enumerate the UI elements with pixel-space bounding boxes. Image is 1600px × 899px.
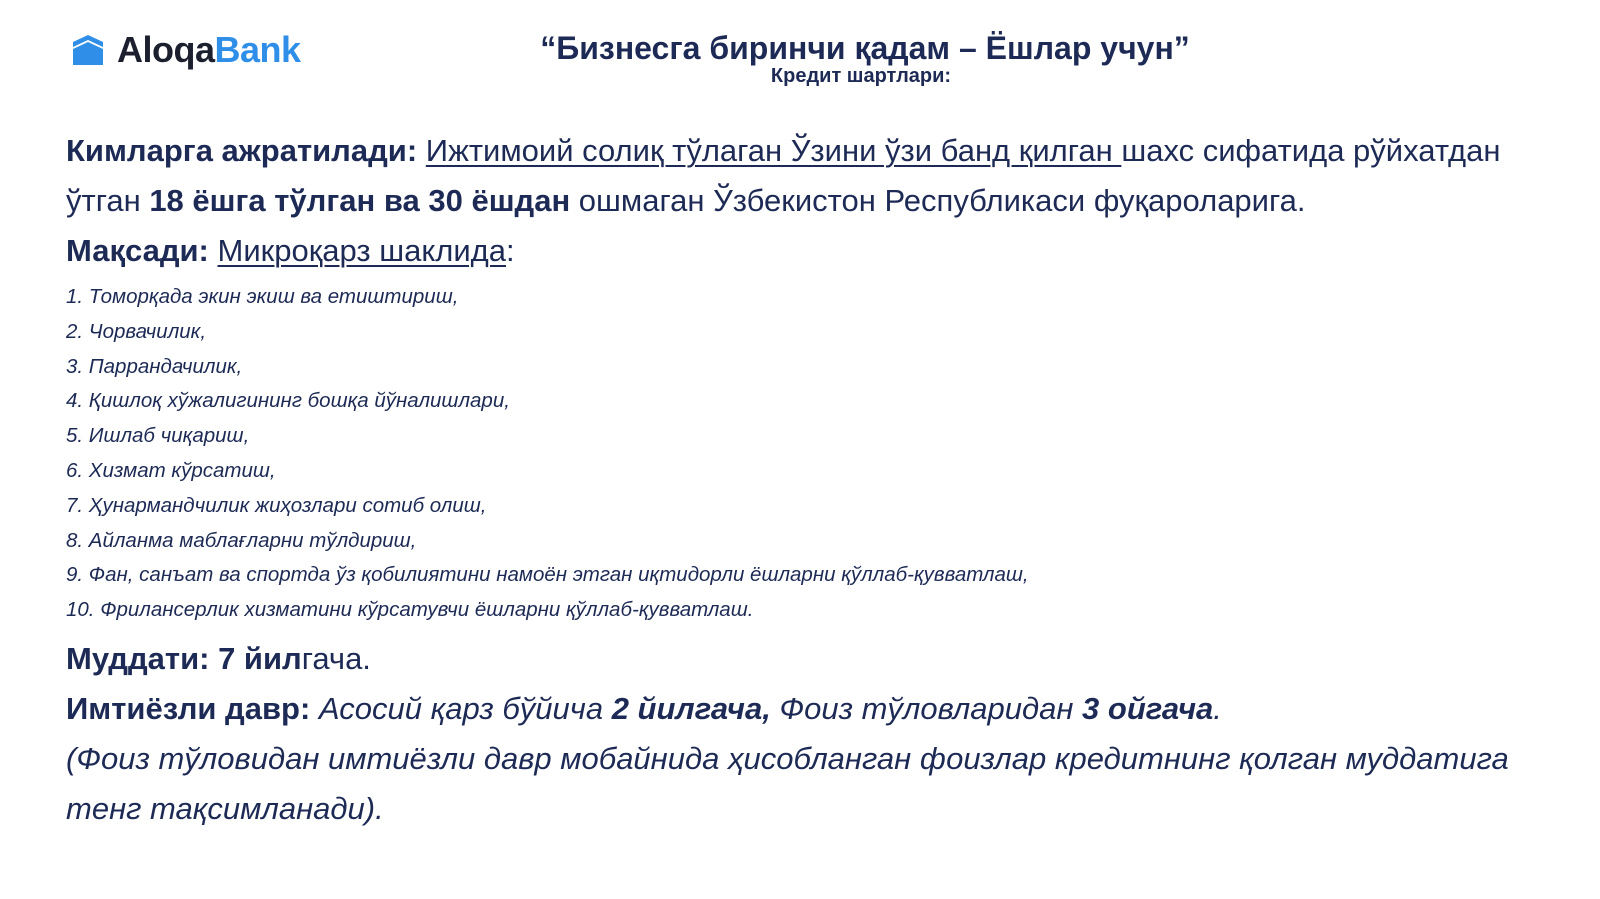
purpose-colon: : [505,233,515,268]
grace-note: (Фоиз тўловидан имтиёзли давр мобайнида ҳисобланган фоизлар кредитнинг қолган муддатига тенг тақсимланади). [66,740,1509,826]
grace-interest-value: 3 ойгача [1082,690,1214,726]
eligibility-text-2: ошмаган Ўзбекистон Республикаси фуқароларига. [570,183,1306,218]
purpose-item: 9. Фан, санъат ва спортда ўз қобилиятини намоён этган иқтидорли ёшларни қўллаб-қувватлаш, [66,563,1029,587]
purpose-item: 8. Айланма маблағларни тўлдириш, [66,528,417,552]
purpose-underlined: Микроқарз шаклида [217,233,506,268]
grace-text-1: Асосий қарз бўйича [310,690,612,726]
page-subtitle: Кредит шартлари: [770,65,952,87]
logo-text-bank: Bank [214,29,301,70]
credit-terms-content [66,126,1546,834]
purpose-item: 2. Чорвачилик, [66,319,207,343]
grace-principal-value: 2 йилгача, [611,690,771,726]
purpose-label: Мақсади: [66,233,209,268]
purpose-item: 5. Ишлаб чиқариш, [66,424,250,448]
term-value: 7 йил [209,640,302,676]
purpose-item: 7. Ҳунармандчилик жиҳозлари сотиб олиш, [66,493,487,517]
eligibility-paragraph [66,126,1546,226]
purpose-list [66,280,1546,628]
purpose-item: 6. Хизмат кўрсатиш, [66,458,276,482]
grace-period-line [66,684,1546,734]
grace-label: Имтиёзли давр: [66,690,311,726]
term-line [66,634,1546,684]
grace-text-2: Фоиз тўловларидан [770,690,1083,726]
logo-text-aloqa: Aloqa [117,29,215,70]
purpose-item: 10. Фрилансерлик хизматини кўрсатувчи ёшларни қўллаб-қувватлаш. [66,598,754,622]
term-rest: гача. [301,640,371,676]
purpose-item: 4. Қишлоқ хўжалигининг бошқа йўналишлари, [66,389,510,413]
eligibility-underlined: Ижтимоий солиқ тўлаган Ўзини ўзи банд қилган [425,133,1122,168]
eligibility-age: 18 ёшга тўлган ва 30 ёшдан [149,183,571,218]
eligibility-label: Кимларга ажратилади: [66,133,418,168]
purpose-item: 3. Паррандачилик, [66,354,243,378]
purpose-item: 1. Томорқада экин экиш ва етиштириш, [66,285,459,308]
page-title: “Бизнесга биринчи қадам – Ёшлар учун” [540,30,1190,66]
eligibility-text-1: шахс сифатида рўйхатдан ўтган [66,133,1501,218]
purpose-heading [66,226,1546,276]
term-label: Муддати: [66,640,210,676]
grace-text-3: . [1213,690,1222,726]
